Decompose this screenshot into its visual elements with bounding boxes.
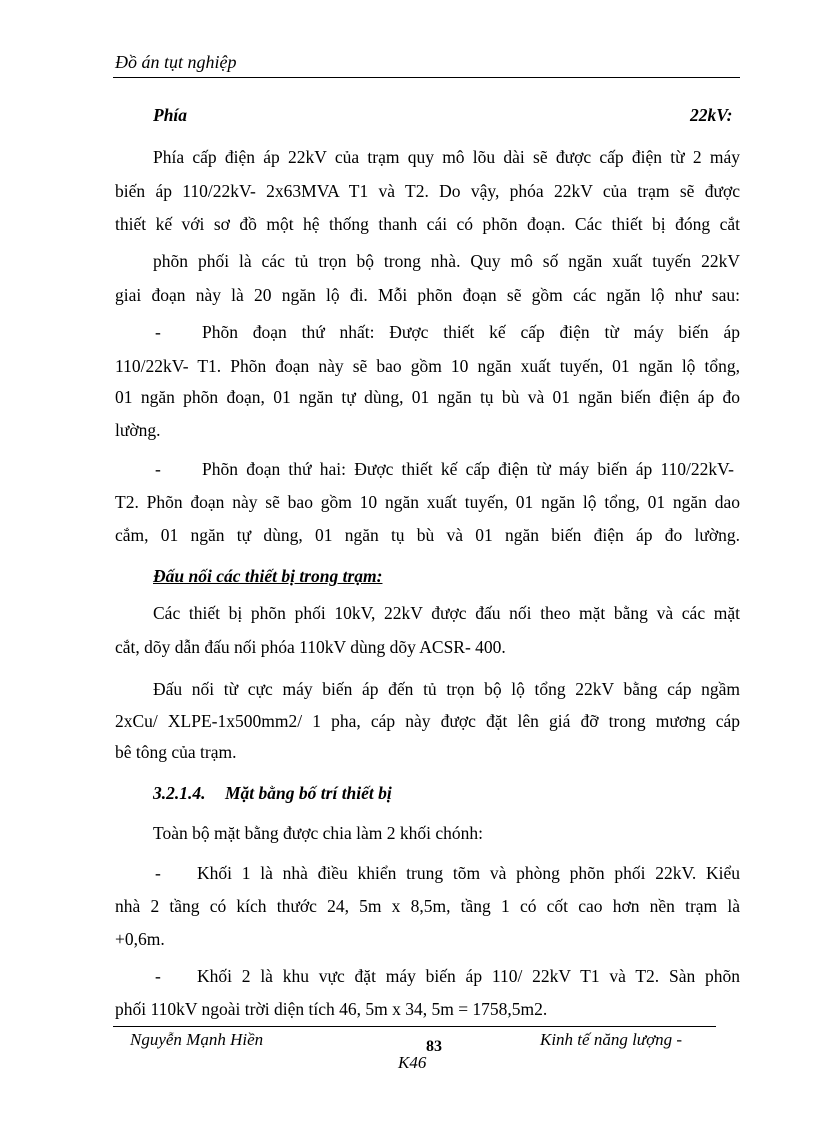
page-header-title: Đồ án tụt nghiệp	[115, 52, 237, 72]
list-dash: -	[155, 322, 161, 342]
list-item-line: 110/22kV- T1. Phõn đoạn này sẽ bao gồm 10 ngăn xuất tuyến, 01 ngăn lộ tổng,	[115, 356, 740, 376]
para-line: Phía cấp điện áp 22kV của trạm quy mô lõu dài sẽ được cấp điện từ 2 máy	[153, 147, 740, 167]
section-heading-left: Phía	[153, 105, 188, 125]
subheading-connections: Đấu nối các thiết bị trong trạm:	[153, 566, 383, 586]
list-item-line: cắm, 01 ngăn tự dùng, 01 ngăn tụ bù và 01 ngăn biến điện áp đo lường.	[115, 525, 740, 545]
list-item-line: phối 110kV ngoài trời diện tích 46, 5m x 34, 5m = 1758,5m2.	[115, 999, 548, 1019]
para-line: cắt, dõy dẫn đấu nối phóa 110kV dùng dõy ACSR- 400.	[115, 637, 506, 657]
para-line: biến áp 110/22kV- 2x63MVA T1 và T2. Do vậy, phóa 22kV của trạm sẽ được	[115, 181, 740, 201]
list-item-line: lường.	[115, 420, 161, 440]
footer-department: Kinh tế năng lượng -	[540, 1030, 683, 1049]
para-line: phõn phối là các tủ trọn bộ trong nhà. Quy mô số ngăn xuất tuyến 22kV	[153, 251, 740, 271]
list-item-line: nhà 2 tầng có kích thước 24, 5m x 8,5m, tầng 1 có cốt cao hơn nền trạm là	[115, 896, 740, 916]
list-item-line: 01 ngăn phõn đoạn, 01 ngăn tự dùng, 01 ngăn tụ bù và 01 ngăn biến điện áp đo	[115, 387, 740, 407]
para-line: bê tông của trạm.	[115, 742, 237, 762]
para-line: thiết kế với sơ đồ một hệ thống thanh cái có phõn đoạn. Các thiết bị đóng cắt	[115, 214, 740, 234]
list-dash: -	[155, 863, 161, 883]
para-line: giai đoạn này là 20 ngăn lộ đi. Mỗi phõn đoạn sẽ gồm các ngăn lộ như sau:	[115, 285, 740, 305]
list-item-line: T2. Phõn đoạn này sẽ bao gồm 10 ngăn xuất tuyến, 01 ngăn lộ tổng, 01 ngăn dao	[115, 492, 740, 512]
list-item-line: Khối 1 là nhà điều khiển trung tõm và phòng phõn phối 22kV. Kiểu	[197, 863, 740, 883]
footer-class: K46	[398, 1053, 427, 1072]
section-title: Mặt bằng bố trí thiết bị	[225, 783, 392, 803]
section-heading-right: 22kV:	[690, 105, 733, 125]
footer-page-number: 83	[426, 1038, 442, 1055]
footer-rule	[113, 1026, 716, 1027]
section-number: 3.2.1.4.	[153, 783, 206, 803]
list-item-line: Phõn đoạn thứ hai: Được thiết kế cấp điện từ máy biến áp 110/22kV-	[202, 459, 734, 479]
para-line: Toàn bộ mặt bằng được chia làm 2 khối chónh:	[153, 823, 484, 843]
list-dash: -	[155, 459, 161, 479]
list-item-line: +0,6m.	[115, 929, 165, 949]
para-line: 2xCu/ XLPE-1x500mm2/ 1 pha, cáp này được đặt lên giá đỡ trong mương cáp	[115, 711, 740, 731]
list-item-line: Phõn đoạn thứ nhất: Được thiết kế cấp điện từ máy biến áp	[202, 322, 740, 342]
para-line: Đấu nối từ cực máy biến áp đến tủ trọn bộ lộ tổng 22kV bằng cáp ngầm	[153, 679, 740, 699]
header-rule	[113, 77, 740, 78]
list-dash: -	[155, 966, 161, 986]
list-item-line: Khối 2 là khu vực đặt máy biến áp 110/ 22kV T1 và T2. Sàn phõn	[197, 966, 740, 986]
para-line: Các thiết bị phõn phối 10kV, 22kV được đấu nối theo mặt bằng và các mặt	[153, 603, 740, 623]
footer-author: Nguyễn Mạnh Hiền	[130, 1030, 264, 1049]
